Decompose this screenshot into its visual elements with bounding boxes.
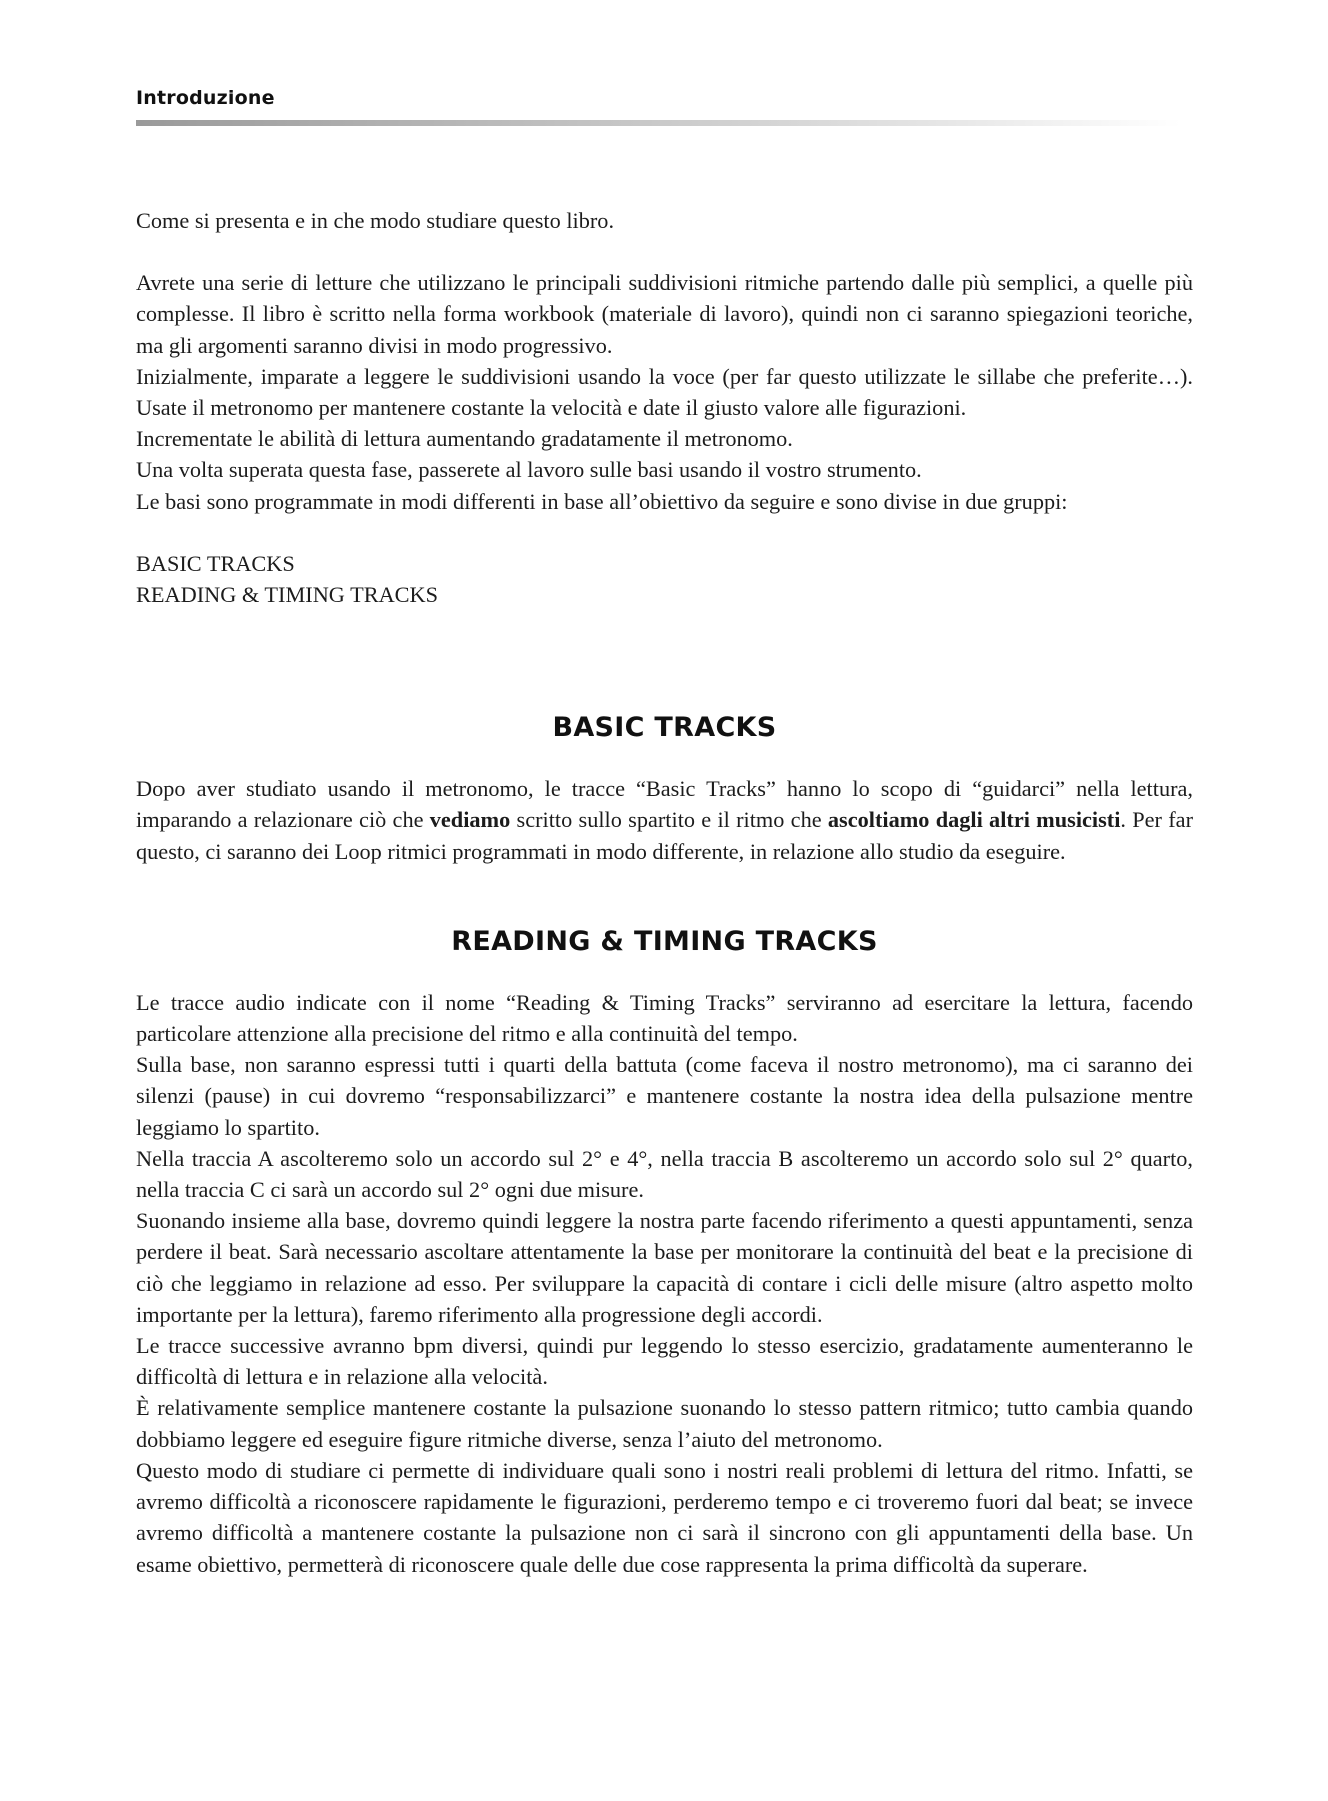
reading-timing-paragraph: Le tracce successive avranno bpm diversi, quindi pur leggendo lo stesso esercizio, gradatamente aumenteranno le difficoltà di lettura e in relazione alla velocità. bbox=[136, 1333, 1193, 1390]
section-gap bbox=[136, 959, 1193, 987]
intro-paragraph: Come si presenta e in che modo studiare questo libro. bbox=[136, 208, 615, 233]
basic-tracks-text: . Per far questo, ci saranno dei Loop ritmici programmati in modo differente, in relazione allo studio da eseguire. bbox=[136, 807, 1193, 864]
basic-tracks-bold-text: vediamo bbox=[429, 807, 511, 833]
section-heading-basic-tracks: BASIC TRACKS bbox=[552, 712, 777, 744]
basic-tracks-text: Dopo aver studiato usando il metronomo, le tracce “Basic Tracks” hanno lo scopo di “guidarci” nella lettura, imparando a relazionare ciò che bbox=[136, 776, 1193, 833]
track-group-item: BASIC TRACKS bbox=[136, 550, 295, 576]
reading-timing-paragraph: Sulla base, non saranno espressi tutti i quarti della battuta (come faceva il nostro metronomo), ma ci saranno dei silenzi (pause) in cui dovremo “responsabilizzarci” e mantenere costante la nostra idea della pulsazione mentre leggiamo lo spartito. bbox=[136, 1052, 1193, 1140]
track-group-item: READING & TIMING TRACKS bbox=[136, 582, 439, 608]
basic-tracks-text: scritto sullo spartito e il ritmo che bbox=[510, 807, 828, 833]
intro-paragraph: Le basi sono programmate in modi differenti in base all’obiettivo da seguire e sono divise in due gruppi: bbox=[136, 488, 1068, 514]
section-heading-reading-timing-tracks: READING & TIMING TRACKS bbox=[451, 925, 878, 957]
section-gap bbox=[136, 610, 1193, 711]
section-gap bbox=[136, 745, 1193, 773]
section-gap bbox=[136, 867, 1193, 925]
intro-paragraph: Inizialmente, imparate a leggere le suddivisioni usando la voce (per far questo utilizzate le sillabe che preferite…). Usate il metronomo per mantenere costante la velocità e date il giusto valore alle figurazioni. bbox=[136, 363, 1193, 421]
basic-tracks-bold-text: ascoltiamo dagli altri musicisti bbox=[827, 807, 1121, 833]
intro-paragraph: Incrementate le abilità di lettura aumentando gradatamente il metronomo. bbox=[136, 426, 793, 452]
reading-timing-paragraph: Suonando insieme alla base, dovremo quindi leggere la nostra parte facendo riferimento a questi appuntamenti, senza perdere il beat. Sarà necessario ascoltare attentamente la base per monitorare la continuità del beat e la precisione di ciò che leggiamo in relazione ad esso. Per sviluppare la capacità di contare i cicli delle misure (altro aspetto molto importante per la lettura), faremo riferimento alla progressione degli accordi. bbox=[136, 1208, 1193, 1327]
running-header-title: Introduzione bbox=[136, 87, 275, 109]
page-header bbox=[136, 86, 1181, 126]
intro-paragraph: Una volta superata questa fase, passerete al lavoro sulle basi usando il vostro strumento. bbox=[136, 457, 922, 483]
intro-paragraph: Avrete una serie di letture che utilizzano le principali suddivisioni ritmiche partendo dalle più semplici, a quelle più complesse. Il libro è scritto nella forma workbook (materiale di lavoro), quindi non ci saranno spiegazioni teoriche, ma gli argomenti saranno divisi in modo progressivo. bbox=[136, 270, 1193, 358]
basic-tracks-paragraph bbox=[136, 773, 1193, 867]
paragraph-gap bbox=[136, 517, 1193, 548]
reading-timing-paragraph: Nella traccia A ascolteremo solo un accordo sul 2° e 4°, nella traccia B ascolteremo un accordo solo sul 2° quarto, nella traccia C ci sarà un accordo sul 2° ogni due misure. bbox=[136, 1145, 1193, 1203]
reading-timing-paragraph: È relativamente semplice mantenere costante la pulsazione suonando lo stesso pattern ritmico; tutto cambia quando dobbiamo leggere ed eseguire figure ritmiche diverse, senza l’aiuto del metronomo. bbox=[136, 1395, 1193, 1452]
paragraph-gap bbox=[136, 236, 1193, 267]
reading-timing-paragraph: Le tracce audio indicate con il nome “Reading & Timing Tracks” serviranno ad esercitare la lettura, facendo particolare attenzione alla precisione del ritmo e alla continuità del tempo. bbox=[136, 989, 1193, 1047]
header-rule bbox=[136, 120, 1181, 126]
reading-timing-paragraph: Questo modo di studiare ci permette di individuare quali sono i nostri reali problemi di lettura del ritmo. Infatti, se avremo difficoltà a riconoscere rapidamente le figurazioni, perderemo tempo e ci troveremo fuori dal beat; se invece avremo difficoltà a mantenere costante la pulsazione non ci sarà il sincrono con gli appuntamenti della base. Un esame obiettivo, permetterà di riconoscere quale delle due cose rappresenta la prima difficoltà da superare. bbox=[136, 1457, 1193, 1577]
page-body bbox=[136, 205, 1193, 1580]
